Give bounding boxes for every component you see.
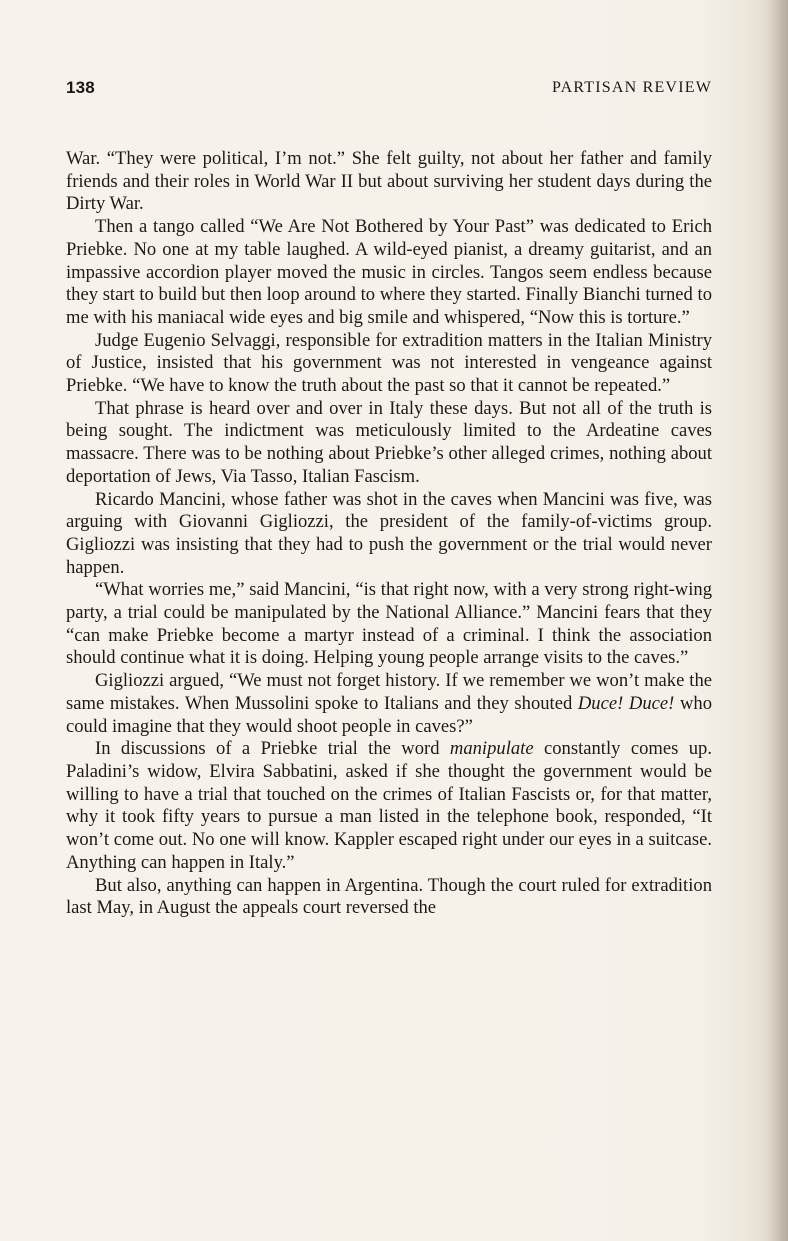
paragraph [66,489,712,580]
paragraph [66,670,712,738]
paragraph-text: Ricardo Mancini, whose father was shot in the caves when Mancini was five, was arguing with Giovanni Gigliozzi, the president of the family-of-victims group. Gigliozzi was insisting that they had to push the government or the trial would never happen. [66,488,712,578]
paragraph-text: But also, anything can happen in Argentina. Though the court ruled for extradition last May, in August the appeals court reversed the [66,874,712,919]
body-text [66,148,712,920]
paragraph-text: In discussions of a Priebke trial the word [95,738,450,760]
paragraph [66,579,712,670]
page-number: 138 [66,78,95,97]
paragraph [66,875,712,920]
paragraph [66,398,712,489]
paragraph-text: War. “They were political, I’m not.” She felt guilty, not about her father and family friends and their roles in World War II but about surviving her student days during the Dirty War. [66,148,712,215]
binding-shadow [766,0,788,1241]
paragraph-text: “What worries me,” said Mancini, “is that right now, with a very strong right-wing party, a trial could be manipulated by the National Alliance.” Mancini fears that they “can make Priebke become a martyr instead of a criminal. I think the association should continue what it is doing. Helping young people arrange visits to the caves.” [66,579,712,669]
paragraph-text: That phrase is heard over and over in Italy these days. But not all of the truth is being sought. The indictment was meticulously limited to the Ardeatine caves massacre. There was to be nothing about Priebke’s other alleged crimes, nothing about deportation of Jews, Via Tasso, Italian Fascism. [66,397,712,487]
paragraph-text: Then a tango called “We Are Not Bothered by Your Past” was dedicated to Erich Priebke. No one at my table laughed. A wild-eyed pianist, a dreamy guitarist, and an impassive accordion player moved the music in circles. Tangos seem endless because they start to build but then loop around to where they started. Finally Bianchi turned to me with his maniacal wide eyes and big smile and whispered, “Now this is torture.” [66,216,712,328]
page-header [66,78,712,102]
paragraph [66,216,712,330]
paragraph-text: constantly comes up. Paladini’s widow, Elvira Sabbatini, asked if she thought the government would be willing to have a trial that touched on the crimes of Italian Fascists or, for that matter, why it took fifty years to pursue a man listed in the telephone book, responded, “It won’t come out. No one will know. Kappler escaped right under our eyes in a suitcase. Anything can happen in Italy.” [66,738,712,873]
paragraph-text: Judge Eugenio Selvaggi, responsible for extradition matters in the Italian Ministry of Justice, insisted that his government was not interested in vengeance against Priebke. “We have to know the truth about the past so that it cannot be repeated.” [66,329,712,397]
paragraph [66,738,712,874]
paragraph [66,148,712,216]
italic-text: Duce! Duce! [577,692,675,714]
running-head: PARTISAN REVIEW [551,79,712,96]
paragraph-text: Gigliozzi argued, “We must not forget history. If we remember we won’t make the same mistakes. When Mussolini spoke to Italians and they shouted [66,670,712,714]
italic-text: manipulate [449,738,534,760]
paragraph [66,330,712,398]
paragraph-text: who could imagine that they would shoot people in caves?” [66,692,712,737]
